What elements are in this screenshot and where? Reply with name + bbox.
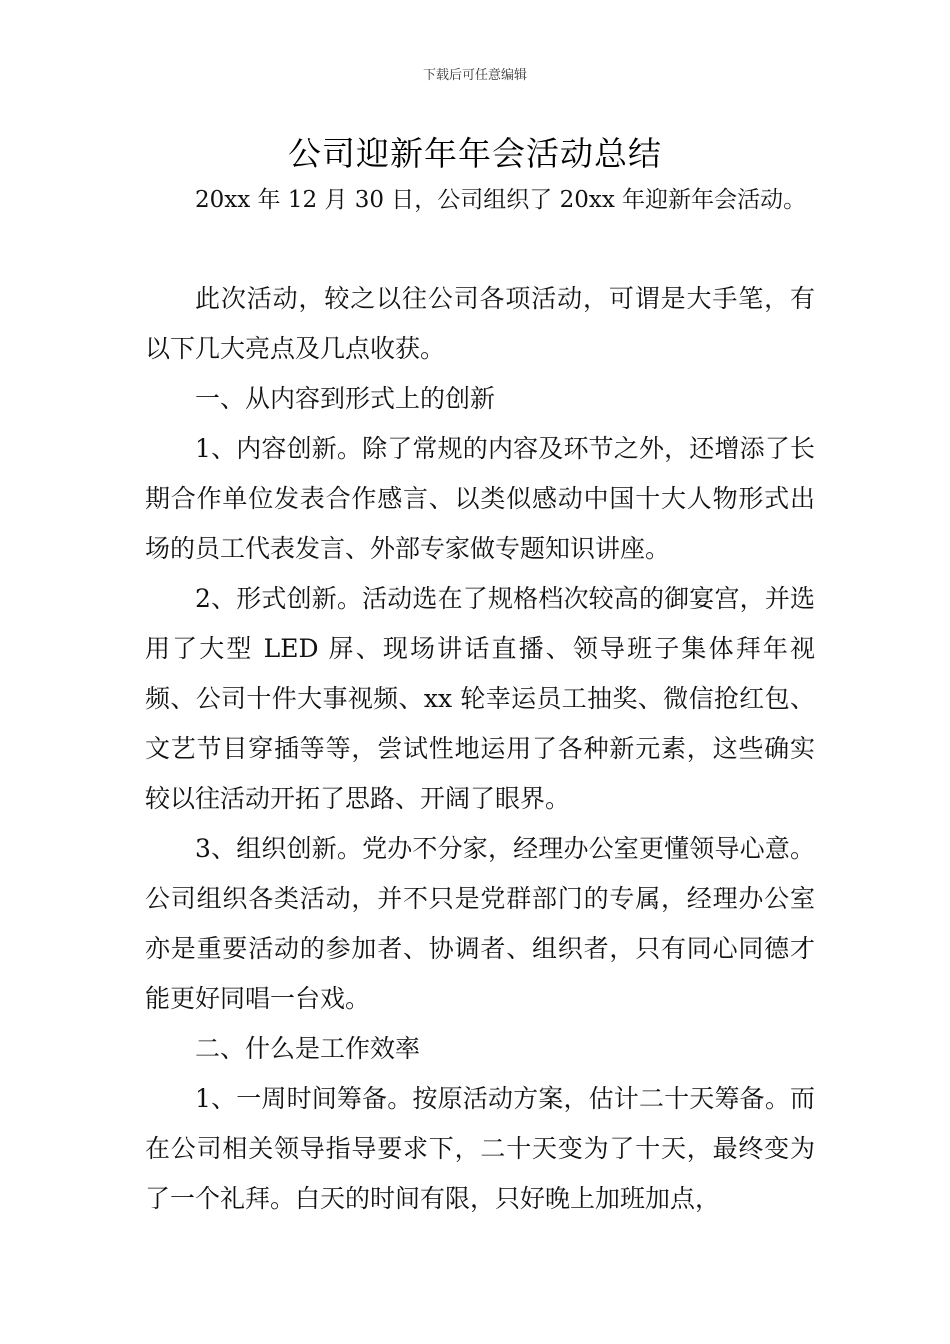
section-heading-efficiency: 二、什么是工作效率 [195, 1034, 421, 1063]
document-body [145, 274, 815, 1224]
paragraph-content-innovation: 1、内容创新。除了常规的内容及环节之外，还增添了长期合作单位发表合作感言、以类似感动中国十大人物形式出场的员工代表发言、外部专家做专题知识讲座。 [145, 434, 815, 563]
document-subtitle: 20xx 年 12 月 30 日，公司组织了 20xx 年迎新年会活动。 [195, 187, 807, 213]
paragraph-organization-innovation: 3、组织创新。党办不分家，经理办公室更懂领导心意。公司组织各类活动，并不只是党群部门的专属，经理办公室亦是重要活动的参加者、协调者、组织者，只有同心同德才能更好同唱一台戏。 [145, 834, 815, 1013]
paragraph-form-innovation: 2、形式创新。活动选在了规格档次较高的御宴宫，并选用了大型 LED 屏、现场讲话直播、领导班子集体拜年视频、公司十件大事视频、xx 轮幸运员工抽奖、微信抢红包、文艺节目穿插等等，尝试性地运用了各种新元素，这些确实较以往活动开拓了思路、开阔了眼界。 [145, 584, 815, 813]
page-header-note: 下载后可任意编辑 [422, 68, 527, 83]
document-title: 公司迎新年年会活动总结 [288, 134, 662, 173]
paragraph-intro: 此次活动，较之以往公司各项活动，可谓是大手笔，有以下几大亮点及几点收获。 [145, 284, 815, 363]
paragraph-one-week-preparation: 1、一周时间筹备。按原活动方案，估计二十天筹备。而在公司相关领导指导要求下，二十天变为了十天，最终变为了一个礼拜。白天的时间有限，只好晚上加班加点， [145, 1084, 815, 1213]
section-heading-innovation: 一、从内容到形式上的创新 [195, 384, 496, 413]
